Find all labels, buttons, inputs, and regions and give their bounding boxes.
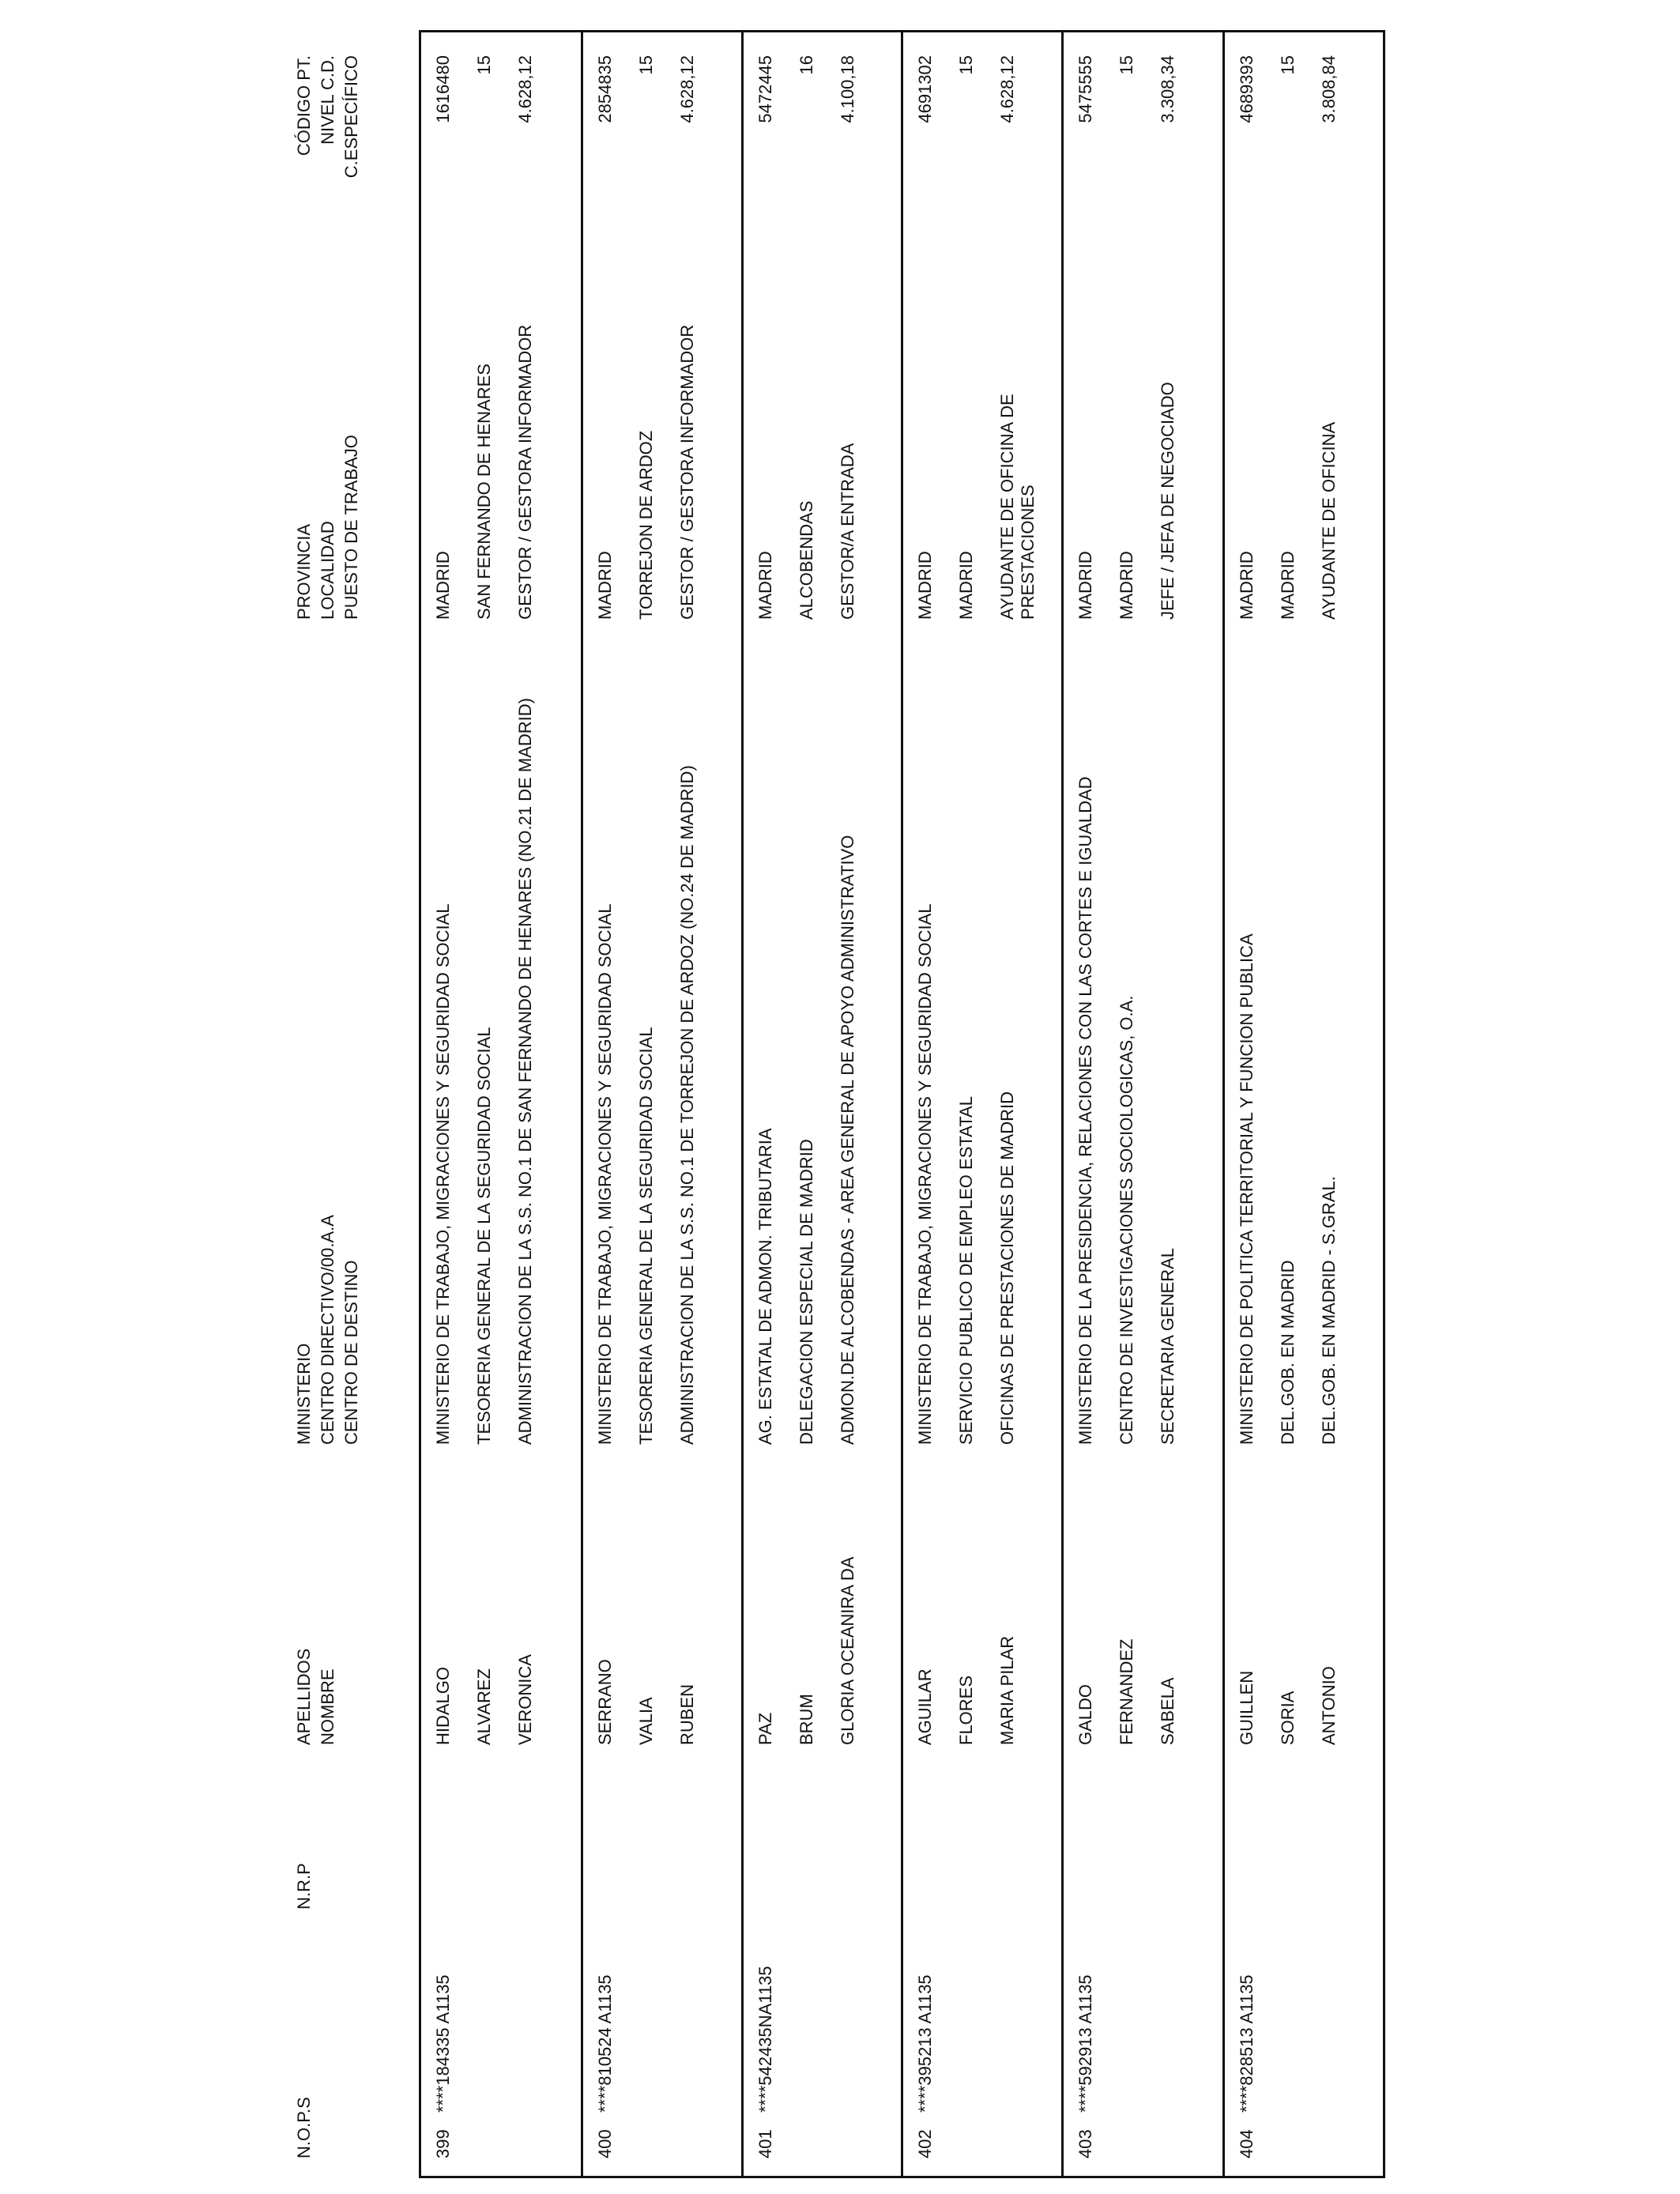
cell-ministerio: MINISTERIO DE TRABAJO, MIGRACIONES Y SEGURIDAD SOCIAL	[433, 903, 453, 1445]
header-apellidos	[292, 1649, 340, 1745]
cell-nrp: ****592913 A1135	[1075, 1974, 1095, 2113]
cell-provincia: MADRID	[755, 551, 775, 620]
cell-centro-directivo: TESORERIA GENERAL DE LA SEGURIDAD SOCIAL	[636, 1027, 656, 1445]
cell-centro-directivo: CENTRO DE INVESTIGACIONES SOCIOLOGICAS, O.A.	[1117, 995, 1136, 1445]
cell-especifico: 4.628,12	[997, 55, 1017, 123]
cell-nrp: ****828513 A1135	[1237, 1974, 1256, 2113]
header-nombre-label: NOMBRE	[318, 1668, 337, 1745]
cell-apellido1: AGUILAR	[915, 1668, 935, 1745]
header-codigo-label: CÓDIGO PT.	[294, 55, 314, 156]
cell-apellido2: BRUM	[797, 1694, 816, 1745]
cell-centro-destino: SECRETARIA GENERAL	[1158, 1248, 1177, 1445]
cell-centro-directivo: DELEGACION ESPECIAL DE MADRID	[797, 1139, 816, 1445]
header-nops-label: N.O.P.S	[294, 2097, 314, 2158]
cell-puesto: AYUDANTE DE OFICINA DE PRESTACIONES	[997, 394, 1038, 620]
cell-nrp: ****810524 A1135	[595, 1974, 615, 2113]
cell-nops: 404	[1237, 2129, 1256, 2158]
cell-nrp: ****395213 A1135	[915, 1974, 935, 2113]
cell-apellido2: VALIA	[636, 1697, 656, 1745]
cell-apellido1: GUILLEN	[1237, 1670, 1256, 1745]
cell-provincia: MADRID	[915, 551, 935, 620]
cell-localidad: MADRID	[1117, 551, 1136, 620]
header-provincia-label: PROVINCIA	[294, 523, 314, 620]
cell-nivel: 16	[797, 55, 816, 75]
cell-nivel: 15	[1278, 55, 1298, 75]
cell-apellido1: HIDALGO	[433, 1666, 453, 1745]
cell-ministerio: AG. ESTATAL DE ADMON. TRIBUTARIA	[755, 1128, 775, 1445]
header-nrp-label: N.R.P	[294, 1863, 314, 1909]
cell-localidad: MADRID	[1278, 551, 1298, 620]
cell-apellido1: GALDO	[1075, 1683, 1095, 1745]
cell-centro-destino: ADMINISTRACION DE LA S.S. NO.1 DE SAN FERNANDO DE HENARES (NO.21 DE MADRID)	[515, 698, 535, 1445]
header-codigo	[292, 55, 363, 229]
cell-centro-destino: OFICINAS DE PRESTACIONES DE MADRID	[997, 1091, 1017, 1445]
cell-nombre: ANTONIO	[1319, 1666, 1339, 1745]
cell-nivel: 15	[956, 55, 976, 75]
cell-nops: 400	[595, 2129, 615, 2158]
header-localidad-label: LOCALIDAD	[318, 521, 337, 620]
cell-apellido1: PAZ	[755, 1712, 775, 1745]
cell-nops: 403	[1075, 2129, 1095, 2158]
cell-nombre: MARIA PILAR	[997, 1635, 1017, 1745]
cell-especifico: 4.100,18	[838, 55, 857, 123]
cell-nivel: 15	[1117, 55, 1136, 75]
header-especifico-label: C.ESPECÍFICO	[341, 55, 361, 179]
cell-especifico: 3.808,84	[1319, 55, 1339, 123]
cell-nivel: 15	[474, 55, 494, 75]
header-nivel-label: NIVEL C.D.	[318, 55, 337, 145]
cell-codigo: 4689393	[1237, 55, 1256, 123]
header-puesto-label: PUESTO DE TRABAJO	[341, 435, 361, 620]
cell-apellido2: SORIA	[1278, 1691, 1298, 1745]
cell-localidad: ALCOBENDAS	[797, 500, 816, 620]
cell-provincia: MADRID	[1237, 551, 1256, 620]
cell-centro-directivo: TESORERIA GENERAL DE LA SEGURIDAD SOCIAL	[474, 1027, 494, 1445]
cell-puesto: GESTOR / GESTORA INFORMADOR	[677, 324, 697, 620]
header-ministerio-label: MINISTERIO	[294, 1343, 314, 1445]
cell-apellido1: SERRANO	[595, 1659, 615, 1745]
cell-puesto: GESTOR/A ENTRADA	[838, 443, 857, 620]
cell-provincia: MADRID	[433, 551, 453, 620]
cell-centro-destino: DEL.GOB. EN MADRID - S.GRAL.	[1319, 1176, 1339, 1445]
header-apellidos-label: APELLIDOS	[294, 1648, 314, 1745]
cell-localidad: TORREJON DE ARDOZ	[636, 430, 656, 620]
cell-codigo: 5475555	[1075, 55, 1095, 123]
cell-especifico: 3.308,34	[1158, 55, 1177, 123]
cell-provincia: MADRID	[1075, 551, 1095, 620]
cell-puesto: JEFE / JEFA DE NEGOCIADO	[1158, 382, 1177, 620]
header-provincia	[292, 435, 363, 620]
cell-codigo: 5472445	[755, 55, 775, 123]
cell-nops: 399	[433, 2129, 453, 2158]
cell-localidad: MADRID	[956, 551, 976, 620]
cell-apellido2: FERNANDEZ	[1117, 1638, 1136, 1745]
cell-nombre: SABELA	[1158, 1677, 1177, 1745]
cell-provincia: MADRID	[595, 551, 615, 620]
cell-centro-destino: ADMON.DE ALCOBENDAS - AREA GENERAL DE APOYO ADMINISTRATIVO	[838, 835, 857, 1445]
cell-ministerio: MINISTERIO DE POLITICA TERRITORIAL Y FUNCION PUBLICA	[1237, 933, 1256, 1445]
cell-nivel: 15	[636, 55, 656, 75]
cell-localidad: SAN FERNANDO DE HENARES	[474, 364, 494, 620]
cell-especifico: 4.628,12	[515, 55, 535, 123]
cell-nombre: VERONICA	[515, 1654, 535, 1745]
header-ministerio	[292, 1215, 363, 1445]
cell-ministerio: MINISTERIO DE TRABAJO, MIGRACIONES Y SEGURIDAD SOCIAL	[595, 903, 615, 1445]
header-centro-directivo-label: CENTRO DIRECTIVO/00.A.A	[318, 1215, 337, 1445]
cell-apellido2: FLORES	[956, 1675, 976, 1745]
header-nrp	[292, 1863, 316, 1909]
cell-centro-directivo: SERVICIO PUBLICO DE EMPLEO ESTATAL	[956, 1096, 976, 1445]
cell-nrp: ****184335 A1135	[433, 1974, 453, 2113]
header-nops	[292, 2097, 316, 2158]
cell-ministerio: MINISTERIO DE TRABAJO, MIGRACIONES Y SEGURIDAD SOCIAL	[915, 903, 935, 1445]
cell-ministerio: MINISTERIO DE LA PRESIDENCIA, RELACIONES CON LAS CORTES E IGUALDAD	[1075, 776, 1095, 1445]
cell-nombre: RUBEN	[677, 1683, 697, 1745]
cell-nombre: GLORIA OCEANIRA DA	[838, 1556, 857, 1745]
cell-especifico: 4.628,12	[677, 55, 697, 123]
cell-puesto: GESTOR / GESTORA INFORMADOR	[515, 324, 535, 620]
cell-nrp: ****542435NA1135	[755, 1966, 775, 2113]
cell-puesto: AYUDANTE DE OFICINA	[1319, 421, 1339, 620]
cell-codigo: 1616480	[433, 55, 453, 123]
cell-centro-directivo: DEL.GOB. EN MADRID	[1278, 1260, 1298, 1445]
cell-codigo: 2854835	[595, 55, 615, 123]
cell-centro-destino: ADMINISTRACION DE LA S.S. NO.1 DE TORREJON DE ARDOZ (NO.24 DE MADRID)	[677, 765, 697, 1445]
cell-apellido2: ALVAREZ	[474, 1668, 494, 1745]
cell-nops: 401	[755, 2129, 775, 2158]
cell-codigo: 4691302	[915, 55, 935, 123]
header-centro-destino-label: CENTRO DE DESTINO	[341, 1260, 361, 1445]
cell-nops: 402	[915, 2129, 935, 2158]
